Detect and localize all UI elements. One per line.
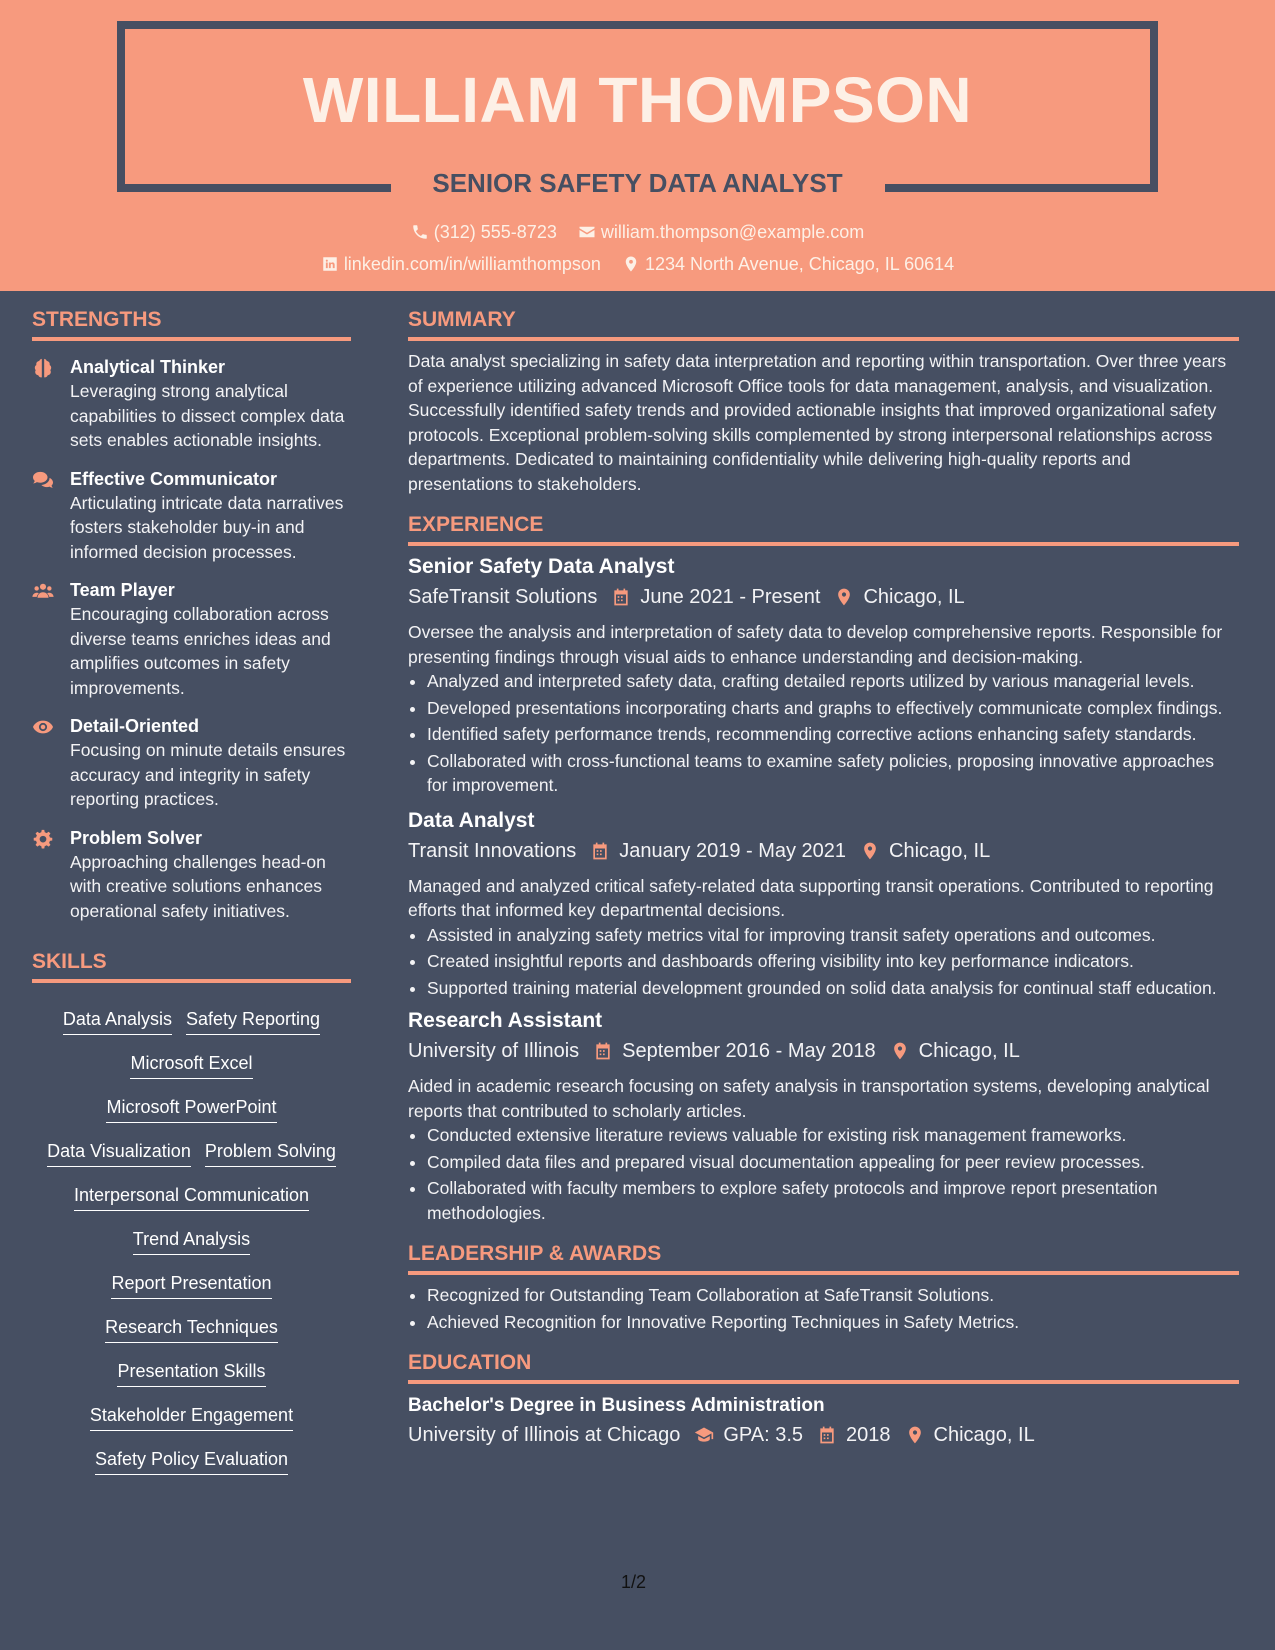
job-title-heading: SENIOR SAFETY DATA ANALYST bbox=[432, 168, 843, 198]
strength-item bbox=[32, 578, 351, 700]
strengths-heading: STRENGTHS bbox=[32, 305, 351, 341]
job-bullets bbox=[408, 923, 1239, 1001]
job-dates: January 2019 - May 2021 bbox=[619, 839, 847, 862]
contact-row-1 bbox=[0, 220, 1275, 247]
job-position: Research Assistant bbox=[408, 1009, 603, 1032]
users-icon bbox=[32, 581, 54, 601]
strength-item bbox=[32, 467, 351, 565]
skills-heading: SKILLS bbox=[32, 947, 351, 983]
linkedin-contact[interactable] bbox=[321, 252, 601, 276]
list-item: • Collaborated with cross-functional teams to examine safety policies, proposing innovative approaches for improvement. bbox=[427, 749, 1239, 798]
resume-header bbox=[0, 0, 1275, 291]
job-description: Oversee the analysis and interpretation of safety data to develop comprehensive reports. Responsible for presenting findings through visual aids to enhance understanding and decision-making. bbox=[408, 622, 1223, 667]
skill-tag: Presentation Skills bbox=[117, 1359, 265, 1387]
job-entry bbox=[408, 806, 1239, 1001]
skills-list bbox=[32, 983, 351, 1475]
job-description: Aided in academic research focusing on safety analysis in transportation systems, developing analytical reports that contributed to scholarly articles. bbox=[408, 1076, 1210, 1121]
brain-icon bbox=[32, 358, 54, 378]
skill-tag: Safety Policy Evaluation bbox=[95, 1447, 288, 1475]
skill-tag: Microsoft Excel bbox=[130, 1051, 252, 1079]
strength-description: Leveraging strong analytical capabilities to dissect complex data sets enables actionable insights. bbox=[70, 381, 345, 450]
job-description: Managed and analyzed critical safety-related data supporting transit operations. Contributed to reporting efforts that informed key departmental decisions. bbox=[408, 875, 1214, 920]
education-location: Chicago, IL bbox=[933, 1424, 1035, 1446]
gear-icon bbox=[32, 829, 54, 849]
linkedin-icon bbox=[321, 255, 339, 273]
strength-title: Problem Solver bbox=[70, 827, 203, 848]
strength-item bbox=[32, 714, 351, 812]
leadership-heading: LEADERSHIP & AWARDS bbox=[408, 1239, 1239, 1275]
job-position: Senior Safety Data Analyst bbox=[408, 555, 675, 578]
experience-heading: EXPERIENCE bbox=[408, 510, 1239, 546]
sidebar bbox=[32, 305, 351, 1475]
skill-tag: Report Presentation bbox=[111, 1271, 271, 1299]
calendar-icon bbox=[611, 587, 631, 607]
strength-description: Articulating intricate data narratives fosters stakeholder buy-in and informed decision processes. bbox=[70, 492, 344, 562]
list-item: • Collaborated with faculty members to explore safety protocols and improve report presentation methodologies. bbox=[427, 1176, 1239, 1225]
strength-description: Focusing on minute details ensures accuracy and integrity in safety reporting practices. bbox=[70, 740, 346, 809]
skill-tag: Data Visualization bbox=[47, 1139, 191, 1167]
list-item: • Conducted extensive literature reviews valuable for existing risk management frameworks. bbox=[427, 1123, 1239, 1148]
map-marker-icon bbox=[834, 587, 854, 607]
skill-tag: Data Analysis bbox=[63, 1007, 172, 1035]
school-name: University of Illinois at Chicago bbox=[408, 1424, 681, 1446]
strength-title: Analytical Thinker bbox=[70, 357, 226, 377]
education-heading: EDUCATION bbox=[408, 1348, 1239, 1384]
candidate-name: WILLIAM THOMPSON bbox=[302, 64, 973, 136]
linkedin-text[interactable]: linkedin.com/in/williamthompson bbox=[343, 254, 601, 274]
list-item: • Identified safety performance trends, recommending corrective actions enhancing safety standards. bbox=[427, 722, 1239, 747]
job-location: Chicago, IL bbox=[863, 586, 965, 608]
summary-text: Data analyst specializing in safety data interpretation and reporting within transportation. Over three years of experience utilizing advanced Microsoft Office tools for data management, analysis, and visualization. Successfully identified safety trends and provided actionable insights that improved organizational safety protocols. Exceptional problem-solving skills complemented by strong interpersonal relationships across departments. Dedicated to maintaining confidentiality while delivering high-quality reports and presentations to stakeholders. bbox=[408, 351, 1227, 494]
phone-text: (312) 555-8723 bbox=[433, 222, 557, 242]
job-location: Chicago, IL bbox=[918, 1040, 1020, 1062]
job-company: Transit Innovations bbox=[408, 839, 577, 862]
leadership-list bbox=[408, 1283, 1239, 1334]
strength-title: Effective Communicator bbox=[70, 468, 278, 489]
skill-tag: Interpersonal Communication bbox=[74, 1183, 309, 1211]
strength-item bbox=[32, 355, 351, 453]
list-item: • Compiled data files and prepared visual documentation appealing for peer review processes. bbox=[427, 1150, 1239, 1175]
calendar-icon bbox=[817, 1425, 837, 1445]
strength-title: Team Player bbox=[70, 580, 175, 600]
gpa: GPA: 3.5 bbox=[723, 1424, 804, 1446]
job-meta bbox=[408, 836, 1239, 866]
map-marker-icon bbox=[622, 255, 640, 273]
job-location: Chicago, IL bbox=[889, 839, 991, 862]
list-item: • Analyzed and interpreted safety data, crafting detailed reports utilized by various managerial levels. bbox=[427, 669, 1239, 694]
list-item: • Developed presentations incorporating charts and graphs to effectively communicate complex findings. bbox=[427, 696, 1239, 721]
degree-title: Bachelor's Degree in Business Administration bbox=[408, 1395, 825, 1416]
map-marker-icon bbox=[890, 1041, 910, 1061]
skill-tag: Trend Analysis bbox=[133, 1227, 250, 1255]
skill-tag: Stakeholder Engagement bbox=[90, 1403, 293, 1431]
strength-description: Approaching challenges head-on with creative solutions enhances operational safety initiatives. bbox=[70, 851, 326, 921]
job-entry bbox=[408, 1006, 1239, 1225]
job-position: Data Analyst bbox=[408, 808, 535, 832]
list-item: • Achieved Recognition for Innovative Reporting Techniques in Safety Metrics. bbox=[427, 1310, 1239, 1335]
job-dates: September 2016 - May 2018 bbox=[622, 1040, 876, 1062]
address-contact bbox=[622, 252, 954, 276]
job-dates: June 2021 - Present bbox=[640, 586, 821, 608]
strength-description: Encouraging collaboration across diverse teams enriches ideas and amplifies outcomes in safety improvements. bbox=[70, 604, 331, 698]
job-meta bbox=[408, 1036, 1239, 1066]
skill-tag: Safety Reporting bbox=[186, 1007, 320, 1035]
skill-tag: Problem Solving bbox=[205, 1139, 336, 1167]
phone-icon bbox=[411, 223, 429, 241]
page-number: 1/2 bbox=[621, 1572, 647, 1592]
job-meta bbox=[408, 582, 1239, 612]
contact-row-2 bbox=[0, 252, 1275, 279]
calendar-icon bbox=[590, 841, 610, 861]
email-contact[interactable] bbox=[578, 220, 864, 244]
job-bullets bbox=[408, 1123, 1239, 1225]
phone-contact bbox=[411, 220, 557, 244]
map-marker-icon bbox=[905, 1425, 925, 1445]
list-item: • Assisted in analyzing safety metrics vital for improving transit safety operations and outcomes. bbox=[427, 923, 1239, 948]
list-item: • Supported training material development grounded on solid data analysis for continual staff education. bbox=[427, 976, 1239, 1001]
envelope-icon bbox=[578, 223, 596, 241]
job-bullets bbox=[408, 669, 1239, 798]
eye-icon bbox=[32, 717, 54, 737]
main-content bbox=[408, 305, 1239, 1450]
job-entry bbox=[408, 552, 1239, 798]
strength-item bbox=[32, 826, 351, 924]
job-company: University of Illinois bbox=[408, 1040, 580, 1062]
job-company: SafeTransit Solutions bbox=[408, 586, 598, 608]
education-meta bbox=[408, 1420, 1239, 1450]
graduation-cap-icon bbox=[694, 1425, 714, 1445]
map-marker-icon bbox=[860, 841, 880, 861]
comments-icon bbox=[32, 470, 54, 490]
email-text[interactable]: william.thompson@example.com bbox=[600, 222, 865, 242]
graduation-year: 2018 bbox=[846, 1424, 891, 1446]
list-item: • Created insightful reports and dashboards offering visibility into key performance indicators. bbox=[427, 949, 1239, 974]
summary-heading: SUMMARY bbox=[408, 305, 1239, 341]
strength-title: Detail-Oriented bbox=[70, 716, 200, 736]
skill-tag: Microsoft PowerPoint bbox=[106, 1095, 276, 1123]
calendar-icon bbox=[593, 1041, 613, 1061]
skill-tag: Research Techniques bbox=[105, 1315, 278, 1343]
address-text: 1234 North Avenue, Chicago, IL 60614 bbox=[644, 254, 955, 274]
list-item: • Recognized for Outstanding Team Collaboration at SafeTransit Solutions. bbox=[427, 1283, 1239, 1308]
